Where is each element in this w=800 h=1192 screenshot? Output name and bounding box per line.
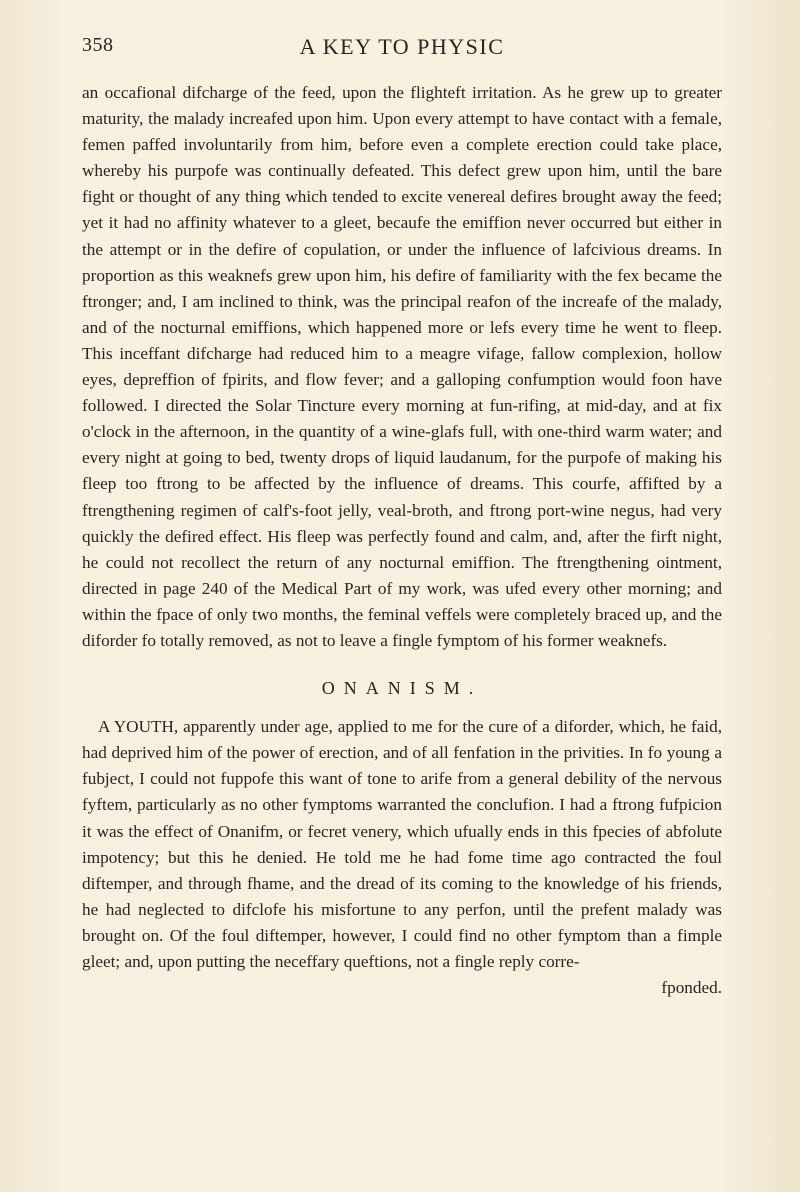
paragraph-1: an occafional difcharge of the feed, upon the flighteft irritation. As he grew up to greater maturity, the malady increafed upon him. Upon every attempt to have contact with a female, femen paffed involuntarily from him, before even a complete erection could take place, whereby his purpofe was continually defeated. This defect grew upon him, until the bare fight or thought of any thing which tended to excite venereal defires brought away the feed; yet it had no affinity whatever to a gleet, becaufe the emiffion never occurred but either in the attempt or in the defire of copulation, or under the influence of lafcivious dreams. In proportion as this weaknefs grew upon him, his defire of familiarity with the fex became the ftronger; and, I am inclined to think, was the principal reafon of the increafe of the malady, and of the nocturnal emiffions, which happened more or lefs every time he went to fleep. This inceffant difcharge had reduced him to a meagre vifage, fallow complexion, hollow eyes, depreffion of fpirits, and flow fever; and a galloping confumption would foon have followed. I directed the Solar Tincture every morning at fun-rifing, at mid-day, and at fix o'clock in the afternoon, in the quantity of a wine-glafs full, with one-third warm water; and every night at going to bed, twenty drops of liquid laudanum, for the purpofe of making his fleep too ftrong to be affected by the influence of dreams. This courfe, affifted by a ftrengthening regimen of calf's-foot jelly, veal-broth, and ftrong port-wine negus, had very quickly the defired effect. His fleep was perfectly found and calm, and, after the firft night, he could not recollect the return of any nocturnal emiffion. The ftrengthening ointment, directed in page 240 of the Medical Part of my work, was ufed every other morning; and within the fpace of only two months, the feminal veffels were completely braced up, and the diforder fo totally removed, as not to leave a fingle fymptom of his former weaknefs. bbox=[82, 83, 722, 650]
running-title: A KEY TO PHYSIC bbox=[299, 34, 505, 59]
closing-word: fponded. bbox=[661, 978, 722, 998]
page-number: 358 bbox=[82, 34, 114, 56]
body-text bbox=[82, 80, 722, 1001]
page-header bbox=[82, 34, 722, 64]
paragraph-2: A YOUTH, apparently under age, applied to me for the cure of a diforder, which, he faid, had deprived him of the power of erection, and of all fenfation in the privities. In fo young a fubject, I could not fuppofe this want of tone to arife from a general debility of the nervous fyftem, particularly as no other fymptoms warranted the conclufion. I had a ftrong fufpicion it was the effect of Onanifm, or fecret venery, which ufually ends in this fpecies of abfolute impotency; but this he denied. He told me he had fome time ago contracted the foul diftemper, and through fhame, and the dread of its coming to the knowledge of his friends, he had neglected to difclofe his misfortune to any perfon, until the prefent malady was brought on. Of the foul diftemper, however, I could find no other fymptom than a fimple gleet; and, upon putting the neceffary queftions, not a fingle reply corre- bbox=[82, 717, 722, 971]
section-heading: ONANISM. bbox=[321, 678, 483, 699]
